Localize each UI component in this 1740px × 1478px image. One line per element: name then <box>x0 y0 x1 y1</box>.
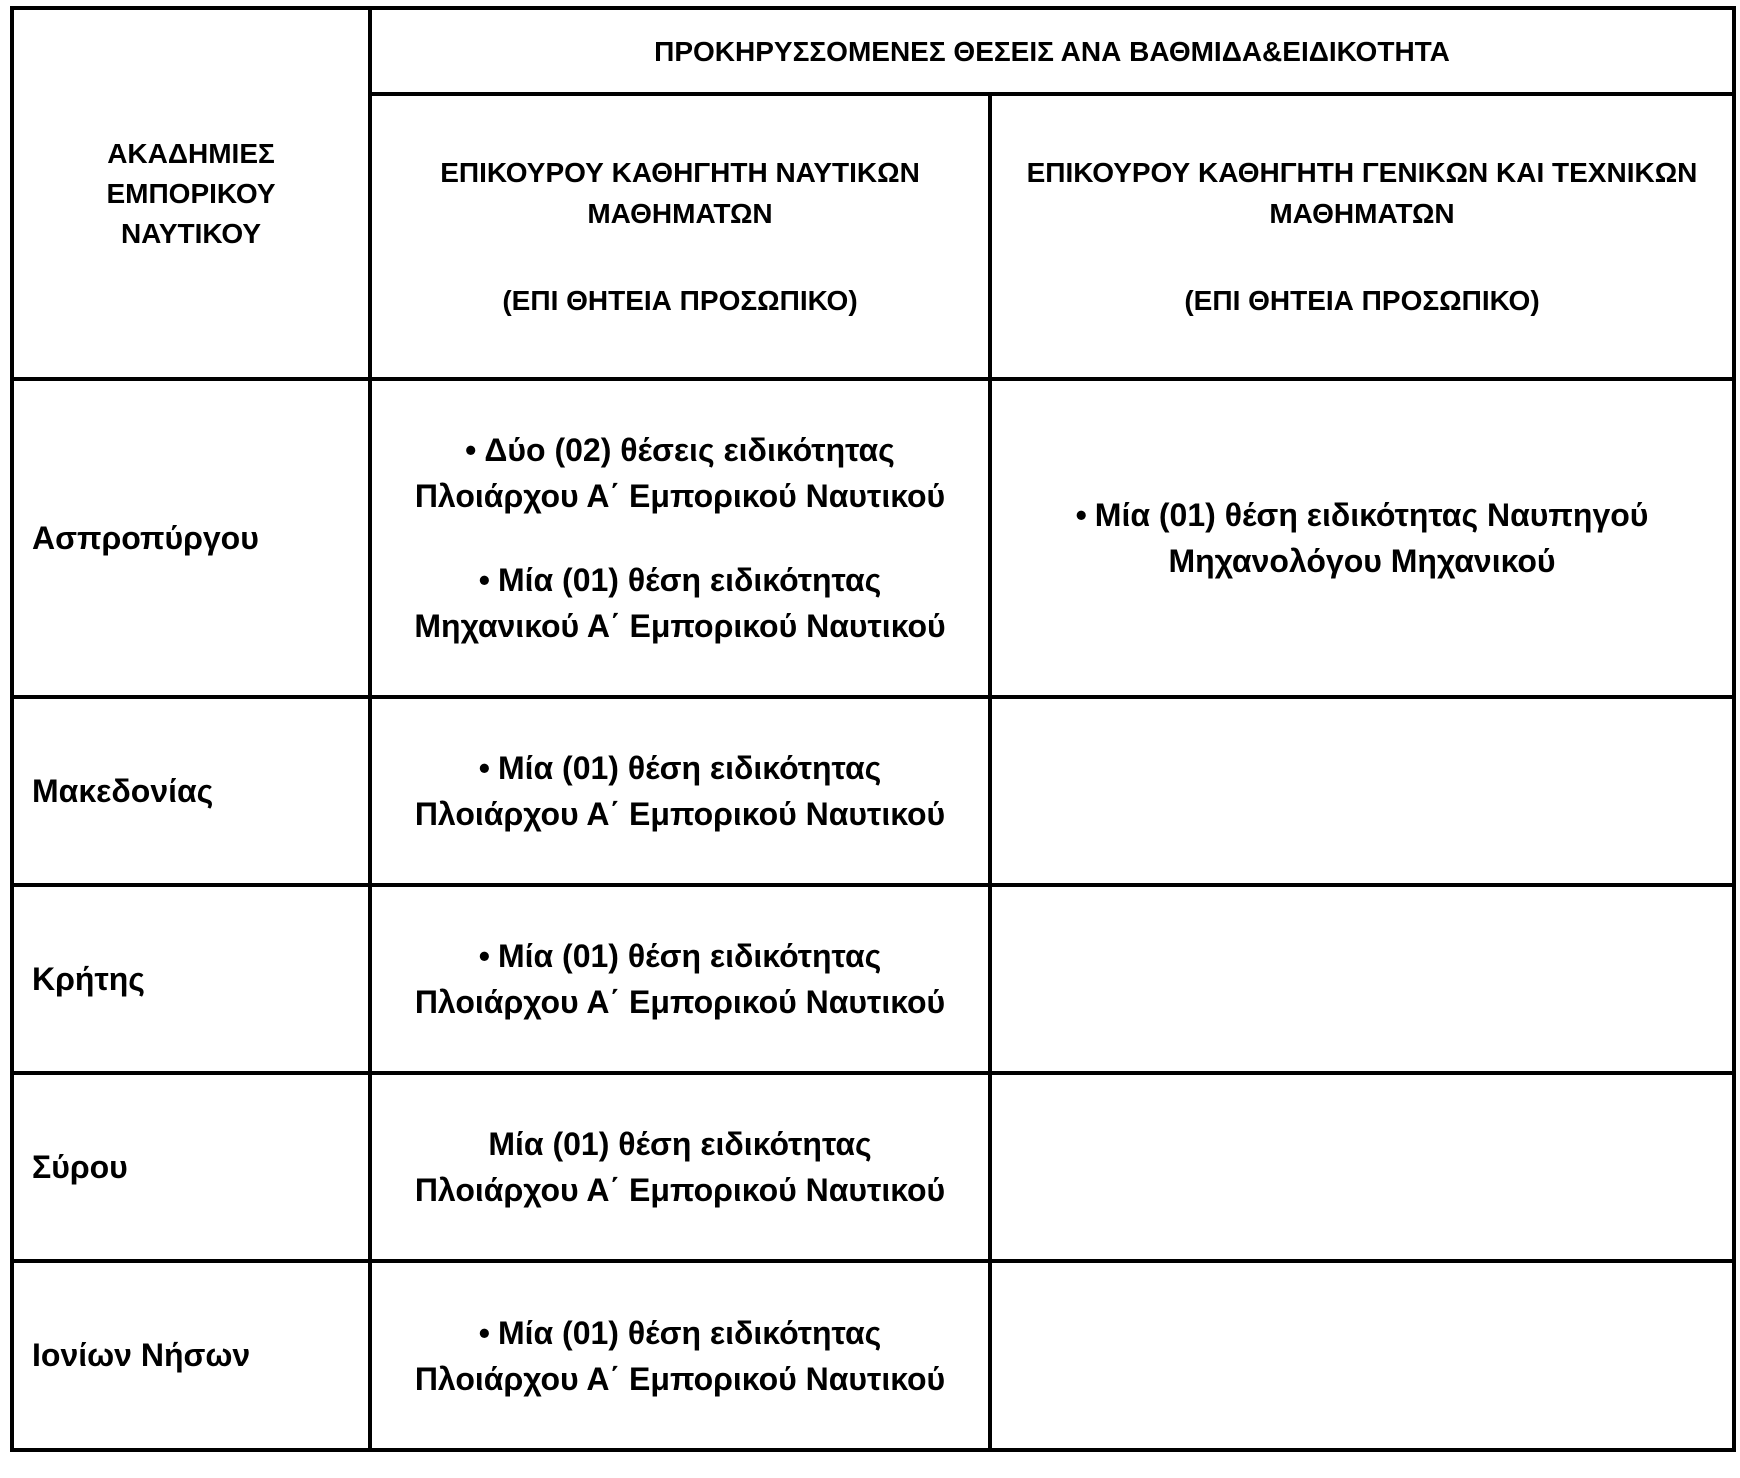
position-line-2: Πλοιάρχου Α΄ Εμπορικού Ναυτικού <box>414 1360 946 1397</box>
nautical-header-line-2: ΜΑΘΗΜΑΤΩΝ <box>587 198 773 229</box>
general-positions-cell <box>990 379 1734 697</box>
position-line-1: • Μία (01) θέση ειδικότητας <box>478 938 882 974</box>
table-row <box>12 1073 1734 1261</box>
academy-name-cell <box>12 379 370 697</box>
positions-table <box>10 6 1736 1452</box>
nautical-positions-cell <box>370 1073 990 1261</box>
position-line-2: Πλοιάρχου Α΄ Εμπορικού Ναυτικού <box>414 478 946 514</box>
academies-header-line-2: ΕΜΠΟΡΙΚΟΥ <box>106 177 276 209</box>
academy-name-cell <box>12 1073 370 1261</box>
academies-header-line-1: ΑΚΑΔΗΜΙΕΣ <box>107 137 275 169</box>
positions-title: ΠΡΟΚΗΡΥΣΣΟΜΕΝΕΣ ΘΕΣΕΙΣ ΑΝΑ ΒΑΘΜΙΔΑ&ΕΙΔΙΚΟΤΗΤΑ <box>654 35 1450 67</box>
general-header-note: (ΕΠΙ ΘΗΤΕΙΑ ΠΡΟΣΩΠΙΚΟ) <box>1184 285 1540 316</box>
table-row <box>12 885 1734 1073</box>
academy-name-cell <box>12 1261 370 1450</box>
nautical-header-line-1: ΕΠΙΚΟΥΡΟΥ ΚΑΘΗΓΗΤΗ ΝΑΥΤΙΚΩΝ <box>440 157 920 188</box>
academy-name: Ασπροπύργου <box>32 519 259 556</box>
bullet-icon: • <box>478 750 490 786</box>
nautical-positions-cell <box>370 885 990 1073</box>
position-line-1: • Μία (01) θέση ειδικότητας <box>478 1314 882 1351</box>
academy-name: Σύρου <box>32 1148 128 1185</box>
bullet-icon: • <box>478 1314 490 1351</box>
academy-name: Ιονίων Νήσων <box>32 1337 251 1373</box>
position-line-2: Πλοιάρχου Α΄ Εμπορικού Ναυτικού <box>414 984 946 1020</box>
general-column-header <box>990 94 1734 379</box>
bullet-icon: • <box>1075 497 1087 533</box>
position-line-1: • Μία (01) θέση ειδικότητας Ναυπηγού <box>1075 497 1649 533</box>
table-row <box>12 1261 1734 1450</box>
table-row <box>12 697 1734 885</box>
academy-name: Μακεδονίας <box>32 772 214 809</box>
nautical-header-note: (ΕΠΙ ΘΗΤΕΙΑ ΠΡΟΣΩΠΙΚΟ) <box>502 285 858 316</box>
academy-name-cell <box>12 885 370 1073</box>
academies-header-cell <box>12 8 370 379</box>
nautical-positions-cell <box>370 1261 990 1450</box>
nautical-positions-cell <box>370 697 990 885</box>
bullet-icon: • <box>465 432 477 468</box>
academies-header-line-3: ΝΑΥΤΙΚΟΥ <box>120 217 262 249</box>
positions-title-cell <box>370 8 1734 94</box>
position-line-2: Πλοιάρχου Α΄ Εμπορικού Ναυτικού <box>414 1172 946 1208</box>
position-line-2: Μηχανικού Α΄ Εμπορικού Ναυτικού <box>414 608 946 644</box>
bullet-icon: • <box>478 938 490 974</box>
general-positions-cell <box>990 697 1734 885</box>
academy-name-cell <box>12 697 370 885</box>
header-row-top <box>12 8 1734 94</box>
position-line-1: • Μία (01) θέση ειδικότητας <box>478 750 882 786</box>
position-line-1: Μία (01) θέση ειδικότητας <box>488 1126 872 1162</box>
position-line-1: • Δύο (02) θέσεις ειδικότητας <box>465 432 895 468</box>
nautical-positions-cell <box>370 379 990 697</box>
general-positions-cell <box>990 1073 1734 1261</box>
nautical-column-header <box>370 94 990 379</box>
table-row <box>12 379 1734 697</box>
position-line-2: Μηχανολόγου Μηχανικού <box>1168 543 1556 579</box>
general-positions-cell <box>990 885 1734 1073</box>
position-line-1: • Μία (01) θέση ειδικότητας <box>478 562 882 598</box>
position-line-2: Πλοιάρχου Α΄ Εμπορικού Ναυτικού <box>414 796 946 832</box>
general-header-line-1: ΕΠΙΚΟΥΡΟΥ ΚΑΘΗΓΗΤΗ ΓΕΝΙΚΩΝ ΚΑΙ ΤΕΧΝΙΚΩΝ <box>1026 157 1698 188</box>
general-header-line-2: ΜΑΘΗΜΑΤΩΝ <box>1269 198 1455 229</box>
academy-name: Κρήτης <box>32 960 145 997</box>
bullet-icon: • <box>478 562 490 598</box>
general-positions-cell <box>990 1261 1734 1450</box>
